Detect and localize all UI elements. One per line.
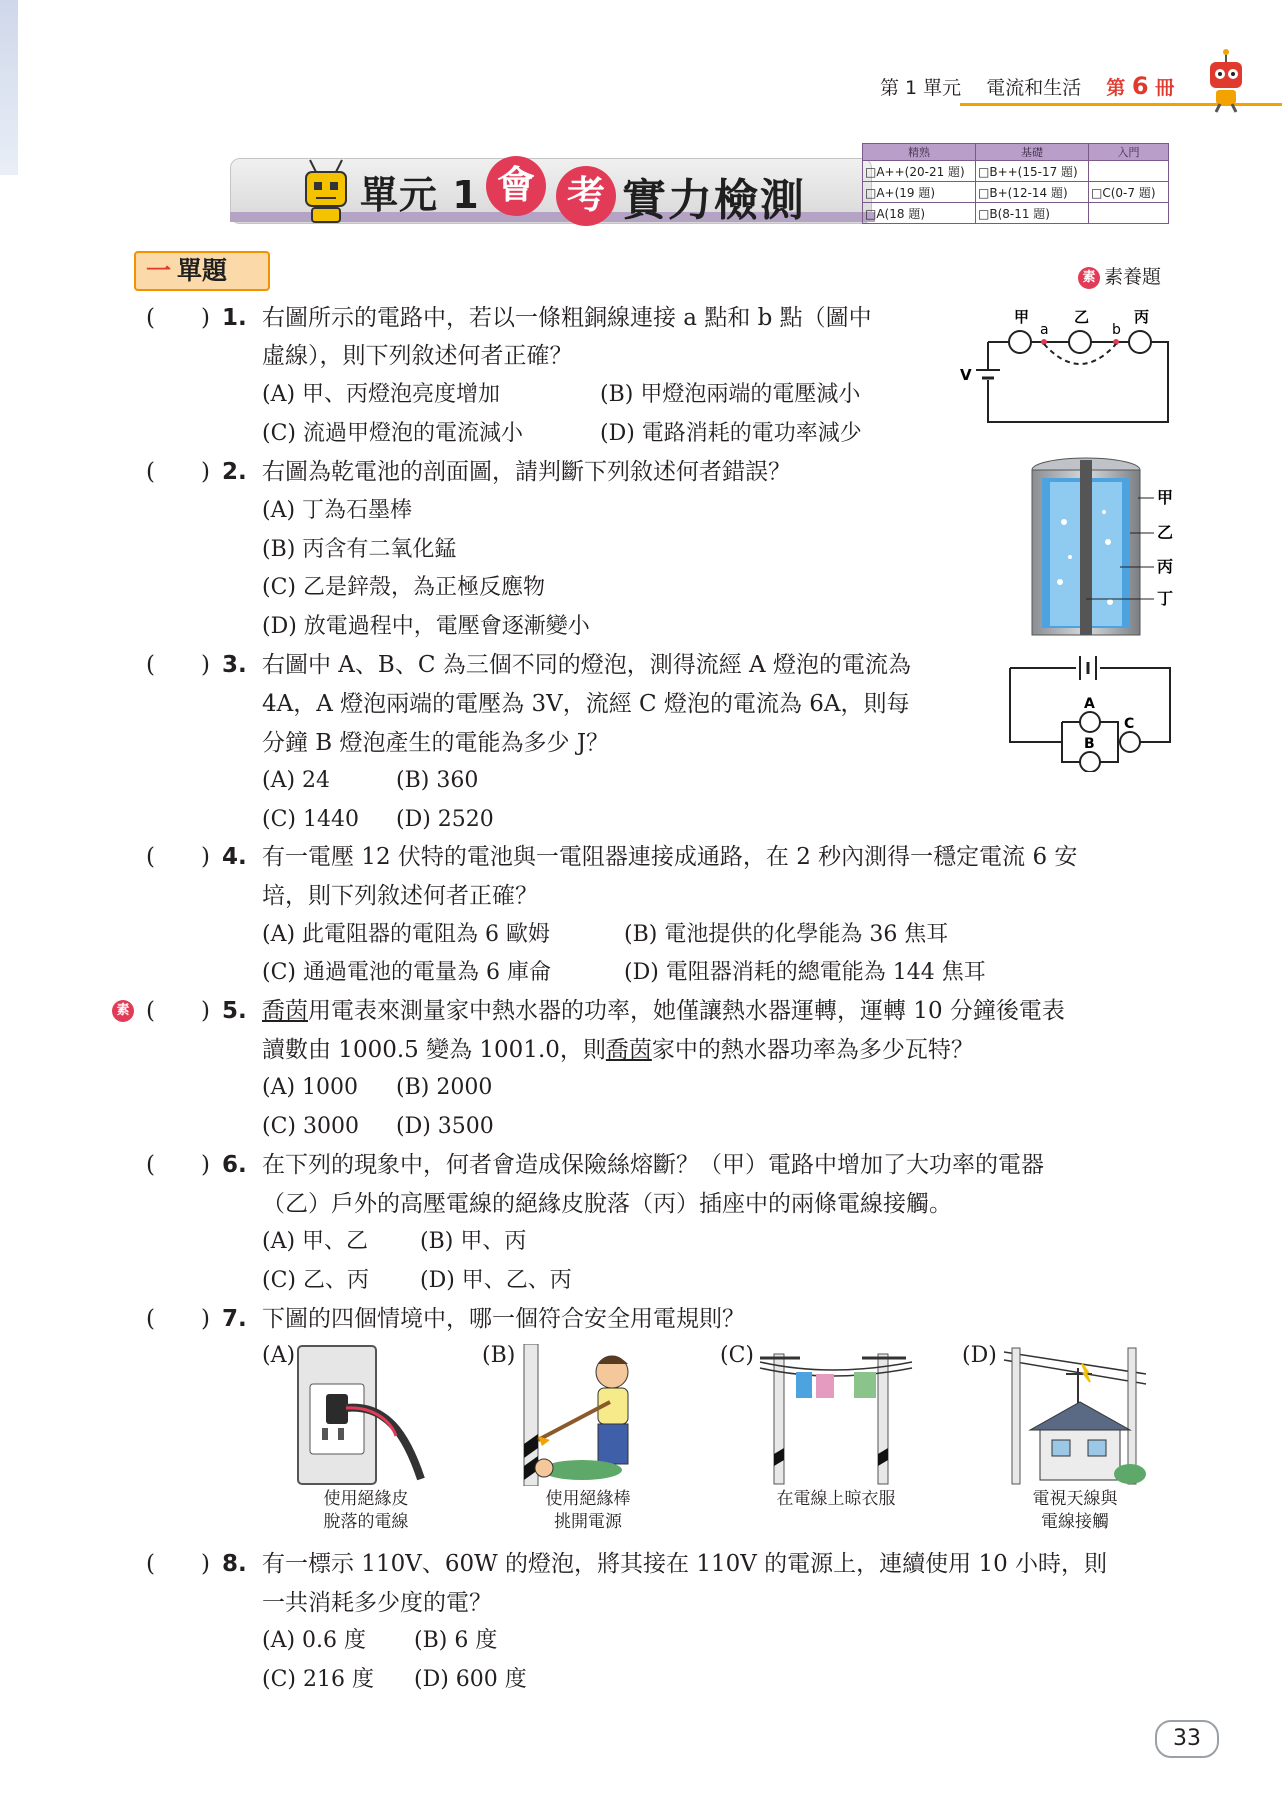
scene-caption: 挑開電源 [554, 1512, 622, 1532]
seal-kao: 考 [556, 166, 616, 226]
question-text: 有一電壓 12 伏特的電池與一電阻器連接成通路，在 2 秒內測得一穩定電流 6 安 [262, 844, 1078, 870]
answer-blank[interactable]: ( ) [146, 652, 210, 678]
answer-blank[interactable]: ( ) [146, 1551, 210, 1577]
scene-caption: 使用絕緣棒 [545, 1489, 631, 1509]
q2-battery-cross-section [1020, 452, 1180, 647]
question-number: 6. [222, 1152, 247, 1178]
question-text: 虛線），則下列敘述何者正確？ [262, 343, 573, 369]
option-a[interactable]: (A) 甲、乙 [262, 1229, 369, 1254]
score-cell[interactable]: □A++(20-21 題) [863, 161, 976, 182]
option-c[interactable]: (C) 3000 [262, 1114, 359, 1139]
robot-title-icon [296, 156, 356, 226]
answer-blank[interactable]: ( ) [146, 1306, 210, 1332]
question-text: 讀數由 1000.5 變為 1001.0，則喬茵家中的熱水器功率為多少瓦特？ [262, 1037, 974, 1063]
scene-caption: 在電線上晾衣服 [776, 1489, 896, 1509]
header-unit: 第 1 單元 [880, 77, 962, 99]
section-number: 一 [146, 256, 172, 285]
bulb-label: B [1084, 736, 1095, 752]
score-cell[interactable]: □B(8-11 題) [976, 203, 1089, 224]
score-cell [1089, 161, 1169, 182]
option-d[interactable]: (D) 甲、乙、丙 [420, 1268, 572, 1293]
question-text: 有一標示 110V、60W 的燈泡，將其接在 110V 的電源上，連續使用 10 小時，則 [262, 1551, 1108, 1577]
bulb-label: 乙 [1074, 308, 1090, 326]
score-cell [1089, 203, 1169, 224]
option-d[interactable]: (D) 3500 [396, 1114, 494, 1139]
option-d[interactable]: (D) 電阻器消耗的總電能為 144 焦耳 [624, 960, 986, 985]
option-b[interactable]: (B) 電池提供的化學能為 36 焦耳 [624, 922, 949, 947]
answer-blank[interactable]: ( ) [146, 305, 210, 331]
title-main: 實力檢測 [622, 175, 806, 226]
question-text: 一共消耗多少度的電？ [262, 1590, 492, 1616]
question-text: 喬茵用電表來測量家中熱水器的功率，她僅讓熱水器運轉，運轉 10 分鐘後電表 [262, 998, 1065, 1024]
robot-mascot-icon [1196, 48, 1256, 114]
scene-tv-antenna-illustration [1000, 1344, 1150, 1486]
question-number: 4. [222, 844, 247, 870]
option-b[interactable]: (B) 甲、丙 [420, 1229, 527, 1254]
score-header-basic: 基礎 [976, 144, 1089, 161]
question-number: 8. [222, 1551, 247, 1577]
header-volume: 第 6 冊 [1106, 72, 1175, 100]
option-d[interactable]: (D) 600 度 [414, 1667, 527, 1692]
question-text: 4A，A 燈泡兩端的電壓為 3V，流經 C 燈泡的電流為 6A，則每 [262, 691, 910, 717]
person-name: 喬茵 [605, 1037, 652, 1063]
score-cell[interactable]: □A+(19 題) [863, 182, 976, 203]
option-a[interactable]: (A) 1000 [262, 1075, 359, 1100]
q3-circuit-diagram [1006, 650, 1178, 772]
option-b[interactable]: (B) 丙含有二氧化錳 [262, 537, 457, 562]
option-d[interactable]: (D) [962, 1343, 997, 1368]
option-a[interactable]: (A) 甲、丙燈泡亮度增加 [262, 382, 501, 407]
score-header-entry: 入門 [1089, 144, 1169, 161]
battery-label: 乙 [1157, 523, 1174, 542]
answer-blank[interactable]: ( ) [146, 1152, 210, 1178]
option-c[interactable]: (C) 流過甲燈泡的電流減小 [262, 421, 523, 446]
option-c[interactable]: (C) 乙是鋅殼，為正極反應物 [262, 575, 545, 600]
answer-blank[interactable]: ( ) [146, 459, 210, 485]
question-text: （乙）戶外的高壓電線的絕緣皮脫落（丙）插座中的兩條電線接觸。 [262, 1191, 952, 1217]
answer-blank[interactable]: ( ) [146, 844, 210, 870]
person-name: 喬茵 [262, 998, 308, 1024]
question-text: 右圖所示的電路中，若以一條粗銅線連接 a 點和 b 點（圖中 [262, 305, 872, 331]
option-c[interactable]: (C) 乙、丙 [262, 1268, 369, 1293]
battery-label: 丙 [1157, 557, 1174, 576]
scene-caption: 電視天線與 [1032, 1489, 1118, 1509]
option-d[interactable]: (D) 2520 [396, 807, 494, 832]
battery-label: 丁 [1157, 589, 1174, 608]
question-number: 7. [222, 1306, 247, 1332]
question-number: 2. [222, 459, 247, 485]
point-label: b [1112, 322, 1121, 338]
literacy-seal-icon: 素 [1078, 267, 1100, 289]
voltage-label: V [960, 366, 972, 384]
answer-blank[interactable]: ( ) [146, 998, 210, 1024]
literacy-seal-icon: 素 [112, 1000, 134, 1022]
question-number: 1. [222, 305, 247, 331]
page-edge-bar [0, 0, 18, 175]
scene-laundry-on-wire-illustration [756, 1344, 916, 1486]
option-b[interactable]: (B) 甲燈泡兩端的電壓減小 [600, 382, 861, 407]
question-text: 培，則下列敘述何者正確？ [262, 883, 538, 909]
literacy-label: 素養題 [1104, 266, 1162, 288]
option-c[interactable]: (C) 通過電池的電量為 6 庫侖 [262, 960, 551, 985]
bulb-label: 甲 [1014, 308, 1030, 326]
page-header [880, 72, 1174, 100]
option-b[interactable]: (B) 6 度 [414, 1628, 498, 1653]
option-b[interactable]: (B) [482, 1343, 516, 1368]
option-d[interactable]: (D) 放電過程中，電壓會逐漸變小 [262, 614, 590, 639]
score-cell[interactable]: □C(0-7 題) [1089, 182, 1169, 203]
option-a[interactable]: (A) 此電阻器的電阻為 6 歐姆 [262, 922, 551, 947]
question-number: 3. [222, 652, 247, 678]
option-b[interactable]: (B) 2000 [396, 1075, 493, 1100]
question-number: 5. [222, 998, 247, 1024]
bulb-label: 丙 [1134, 308, 1150, 326]
literacy-tag [1078, 262, 1161, 289]
bulb-label: C [1124, 716, 1135, 732]
battery-label: 甲 [1157, 488, 1174, 507]
question-text: 在下列的現象中，何者會造成保險絲熔斷？（甲）電路中增加了大功率的電器 [262, 1152, 1044, 1178]
question-text: 下圖的四個情境中，哪一個符合安全用電規則？ [262, 1306, 745, 1332]
seal-hui: 會 [486, 156, 546, 216]
scene-socket-illustration [296, 1344, 436, 1486]
point-label: a [1040, 322, 1049, 338]
page-number: 33 [1155, 1720, 1219, 1758]
score-cell[interactable]: □B+(12-14 題) [976, 182, 1089, 203]
scene-caption: 電線接觸 [1041, 1512, 1109, 1532]
unit-title: 單元 1 [360, 173, 480, 217]
option-d[interactable]: (D) 電路消耗的電功率減少 [600, 421, 862, 446]
scene-insulated-rod-illustration [508, 1344, 668, 1486]
question-text: 右圖為乾電池的剖面圖，請判斷下列敘述何者錯誤？ [262, 459, 791, 485]
score-cell[interactable]: □B++(15-17 題) [976, 161, 1089, 182]
score-header-mastery: 精熟 [863, 144, 976, 161]
option-a[interactable]: (A) 0.6 度 [262, 1628, 367, 1653]
question-text: 分鐘 B 燈泡產生的電能為多少 J？ [262, 730, 610, 756]
scene-caption: 使用絕緣皮 [323, 1489, 409, 1509]
section-label [134, 251, 270, 291]
option-c[interactable]: (C) [720, 1343, 754, 1368]
scene-caption: 脫落的電線 [323, 1512, 409, 1532]
option-c[interactable]: (C) 216 度 [262, 1667, 374, 1692]
option-a[interactable]: (A) [262, 1343, 296, 1368]
header-topic: 電流和生活 [986, 77, 1082, 99]
section-title: 單題 [177, 256, 228, 285]
score-cell[interactable]: □A(18 題) [863, 203, 976, 224]
bulb-label: A [1084, 696, 1095, 712]
score-table [862, 143, 1169, 224]
option-c[interactable]: (C) 1440 [262, 807, 359, 832]
option-b[interactable]: (B) 360 [396, 768, 479, 793]
question-text: 右圖中 A、B、C 為三個不同的燈泡，測得流經 A 燈泡的電流為 [262, 652, 911, 678]
option-a[interactable]: (A) 丁為石墨棒 [262, 498, 413, 523]
q1-circuit-diagram [958, 302, 1173, 428]
option-a[interactable]: (A) 24 [262, 768, 331, 793]
